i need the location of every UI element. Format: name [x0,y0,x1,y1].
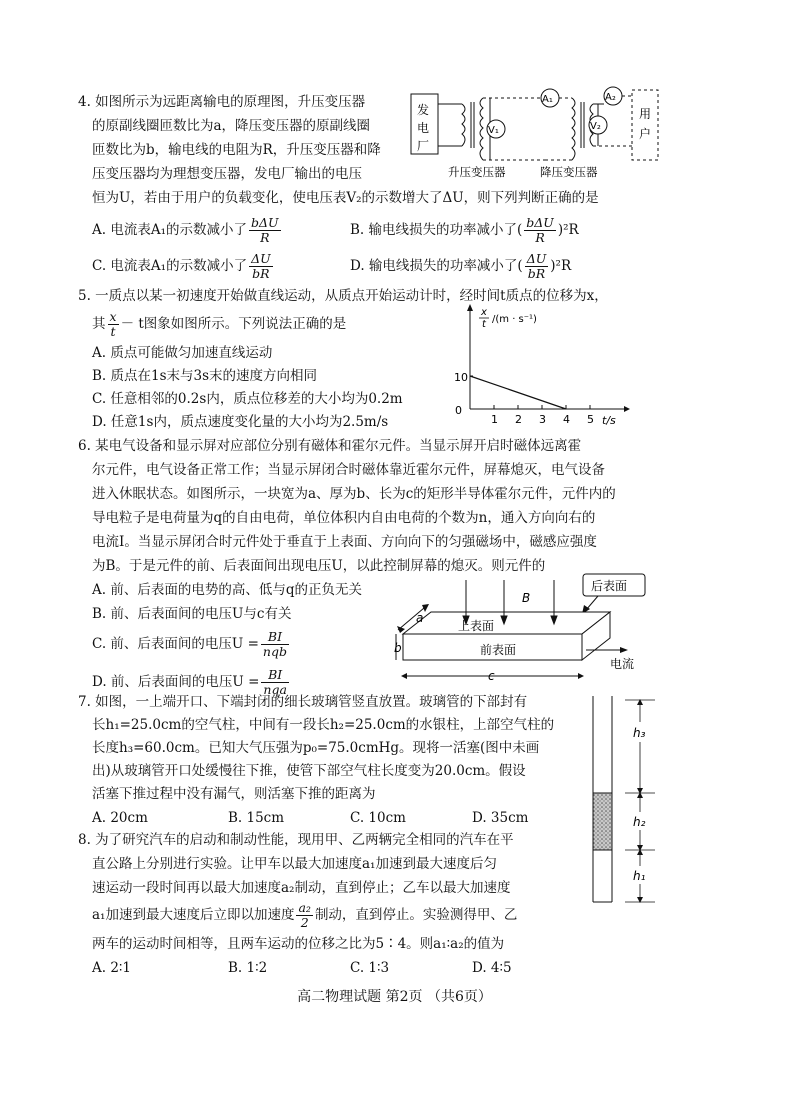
q8-line5: 两车的运动时间相等，且两车运动的位移之比为5∶4。则a₁∶a₂的值为 [92,936,505,952]
q8-line4-post: 制动，直到停止。实验测得甲、乙 [314,907,518,923]
q8-line3: 速运动一段时间再以最大加速度a₂制动，直到停止；乙车以最大加速度 [92,880,511,896]
q8-option-c: C. 1∶3 [350,960,390,976]
x-tick-label: 3 [539,413,546,426]
q6-d-denominator: nqa [263,682,287,697]
q8-line4 [92,898,517,932]
x-ticks [470,376,594,426]
glass-tube-diagram [585,694,665,910]
y-axis-label-denominator: t [482,319,486,330]
page-footer: 高二物理试题 第2页 （共6页） [297,989,492,1005]
q7-option-b: B. 15cm [228,810,285,826]
q4-a-denominator: R [260,230,270,245]
q8-line1: 8. 为了研究汽车的启动和制动性能，现用甲、乙两辆完全相同的汽车在平 [78,832,514,848]
q4-line2: 的原副线圈匝数比为a，降压变压器的原副线圈 [92,118,371,134]
generator-label-2: 电 [417,121,430,135]
generator-label-3: 厂 [417,139,430,153]
q8-fraction-denominator: 2 [300,915,309,930]
field-label-b: B [522,591,531,605]
back-surface-label: 后表面 [591,579,628,593]
q6-option-b: B. 前、后表面间的电压U与c有关 [92,606,292,622]
q6-line5: 电流I。当显示屏闭合时元件处于垂直于上表面、方向向下的匀强磁场中，磁感应强度 [92,534,597,550]
q4-option-d [350,250,571,282]
q5-line2 [92,309,346,339]
q4-c-numerator: ΔU [251,251,271,266]
q5-option-c: C. 任意相邻的0.2s内，质点位移差的大小均为0.2m [92,391,403,407]
q4-option-c [92,250,275,282]
dimension-c: c [488,669,495,683]
q5-line1: 5. 一质点以某一初速度开始做直线运动，从质点开始运动计时，经时间t质点的位移为x， [78,288,608,304]
x-tick-label: 1 [491,413,498,426]
top-surface-label: 上表面 [458,619,495,633]
q7-line4: 出)从玻璃管开口处缓慢往下推，使管下部空气柱长度变为20.0cm。假设 [92,763,526,779]
q6-option-a: A. 前、后表面的电势的高、低与q的正负无关 [92,582,362,598]
q8-option-d: D. 4∶5 [472,960,512,976]
q4-option-b-fraction [524,216,556,245]
q7-option-c: C. 10cm [350,810,406,826]
q7-option-d: D. 35cm [472,810,529,826]
q6-option-c-text: C. 前、后表面间的电压U = [92,636,259,652]
step-up-label: 升压变压器 [448,165,506,179]
step-down-primary-coil [572,98,575,160]
q6-option-d-text: D. 前、后表面间的电压U = [92,674,260,690]
q4-option-d-text: D. 输电线损失的功率减小了( [350,258,523,274]
ammeter-a1-label: A₁ [542,94,553,105]
q4-option-d-fraction [525,252,549,281]
q8-line4-pre: a₁加速到最大速度后立即以加速度 [92,907,295,923]
q6-line1: 6. 某电气设备和显示屏对应部位分别有磁体和霍尔元件。当显示屏开启时磁体远离霍 [78,438,582,454]
q4-option-b-text: B. 输电线损失的功率减小了( [350,222,523,238]
y-axis-unit: /(m · s⁻¹) [492,314,537,325]
top-surface [403,612,610,634]
x-axis-label: t/s [602,414,616,427]
step-up-primary-coil [462,104,465,146]
mercury-column [593,793,612,850]
q4-b-numerator: bΔU [526,215,554,230]
q6-d-numerator: BI [261,668,289,683]
q4-d-numerator: ΔU [526,251,547,266]
power-transmission-diagram [410,84,660,180]
q8-option-a: A. 2∶1 [92,960,132,976]
h2-label: h₂ [633,815,646,829]
dimension-a: a [416,611,424,625]
hall-element-diagram [388,572,688,688]
step-down-label: 降压变压器 [540,165,598,179]
q8-fraction-numerator: a₂ [298,900,311,915]
user-label-1: 用 [639,107,652,121]
q6-line6: 为B。于是元件的前、后表面间出现电压U，以此控制屏幕的熄灭。则元件的 [92,558,546,574]
x-tick-label: 4 [563,413,570,426]
origin-label: 0 [455,404,462,417]
q6-line4: 导电粒子是电荷量为q的自由电荷，单位体积内自由电荷的个数为n，通入方向向右的 [92,510,596,526]
ammeter-a2-label: A₂ [605,92,616,103]
q6-option-c-fraction [261,630,289,659]
q4-line1: 4. 如图所示为远距离输电的原理图，升压变压器 [78,94,366,110]
q7-option-a: A. 20cm [92,810,148,826]
dimension-b: b [394,641,402,655]
q5-line2-pre: 其 [92,316,106,332]
q8-a2-half-fraction [296,901,312,930]
q8-line2: 直公路上分别进行实验。让甲车以最大加速度a₁加速到最大速度后匀 [92,856,497,872]
front-surface-label: 前表面 [480,643,517,657]
y-tick-10: 10 [454,371,468,384]
voltmeter-v2-label: V₂ [590,121,601,132]
q4-line4: 压变压器均为理想变压器，发电厂输出的电压 [92,166,362,182]
voltmeter-v1-label: V₁ [488,125,499,136]
q4-option-b-post: )²R [557,222,579,238]
q4-b-denominator: R [535,230,545,245]
q4-d-denominator: bR [527,266,546,281]
q6-option-c [92,626,291,662]
h1-label: h₁ [633,869,646,883]
y-axis-arrow [467,304,473,311]
user-label-2: 户 [639,127,652,141]
generator-label-1: 发 [417,103,430,117]
q4-line5: 恒为U，若由于用户的负载变化，使电压表V₂的示数增大了ΔU，则下列判断正确的是 [92,190,599,206]
user-box [632,90,658,160]
y-axis-label-numerator: x [481,307,487,318]
h3-label: h₃ [633,726,646,740]
q6-c-numerator: BI [261,630,289,645]
x-axis-arrow [624,406,630,412]
q4-option-a-text: A. 电流表A₁的示数减小了 [92,222,247,238]
data-line [470,376,566,409]
q4-a-numerator: bΔU [251,215,279,230]
q4-c-denominator: bR [252,266,270,281]
q6-line3: 进入休眠状态。如图所示，一块宽为a、厚为b、长为c的矩形半导体霍尔元件，元件内的 [92,486,616,502]
q6-line2: 尔元件，电气设备正常工作；当显示屏闭合时磁体靠近霍尔元件，屏幕熄灭，电气设备 [92,462,605,478]
q4-option-c-fraction [249,252,273,281]
q5-option-b: B. 质点在1s末与3s末的速度方向相同 [92,368,318,384]
step-up-secondary-coil [480,98,483,160]
q5-option-a: A. 质点可能做匀加速直线运动 [92,345,273,361]
q4-option-a [92,214,283,246]
q4-option-a-fraction [249,216,281,245]
q4-option-c-text: C. 电流表A₁的示数减小了 [92,258,248,274]
q4-option-d-post: )²R [550,258,572,274]
current-label: 电流 [610,657,635,671]
q5-option-d: D. 任意1s内，质点速度变化量的大小均为2.5m/s [92,414,389,430]
q5-xt-denominator: t [110,324,116,339]
q4-line3: 匝数比为b，输电线的电阻为R，升压变压器和降 [92,142,381,158]
x-tick-label: 5 [587,413,594,426]
xt-t-graph [450,303,630,431]
q7-line3: 长度h₃=60.0cm。已知大气压强为p₀=75.0cmHg。现将一活塞(图中未画 [92,740,540,756]
q5-xt-numerator: x [109,309,117,324]
q5-xt-fraction [108,310,119,339]
q7-line1: 7. 如图，一上端开口、下端封闭的细长玻璃管竖直放置。玻璃管的下部封有 [78,694,528,710]
q7-line5: 活塞下推过程中没有漏气，则活塞下推的距离为 [92,786,376,802]
q6-c-denominator: nqb [262,644,287,659]
q8-option-b: B. 1∶2 [228,960,268,976]
x-tick-label: 2 [515,413,522,426]
q4-option-b [350,214,579,246]
q7-line2: 长h₁=25.0cm的空气柱，中间有一段长h₂=25.0cm的水银柱，上部空气柱的 [92,717,555,733]
q5-line2-post: － t图象如图所示。下列说法正确的是 [120,316,347,332]
